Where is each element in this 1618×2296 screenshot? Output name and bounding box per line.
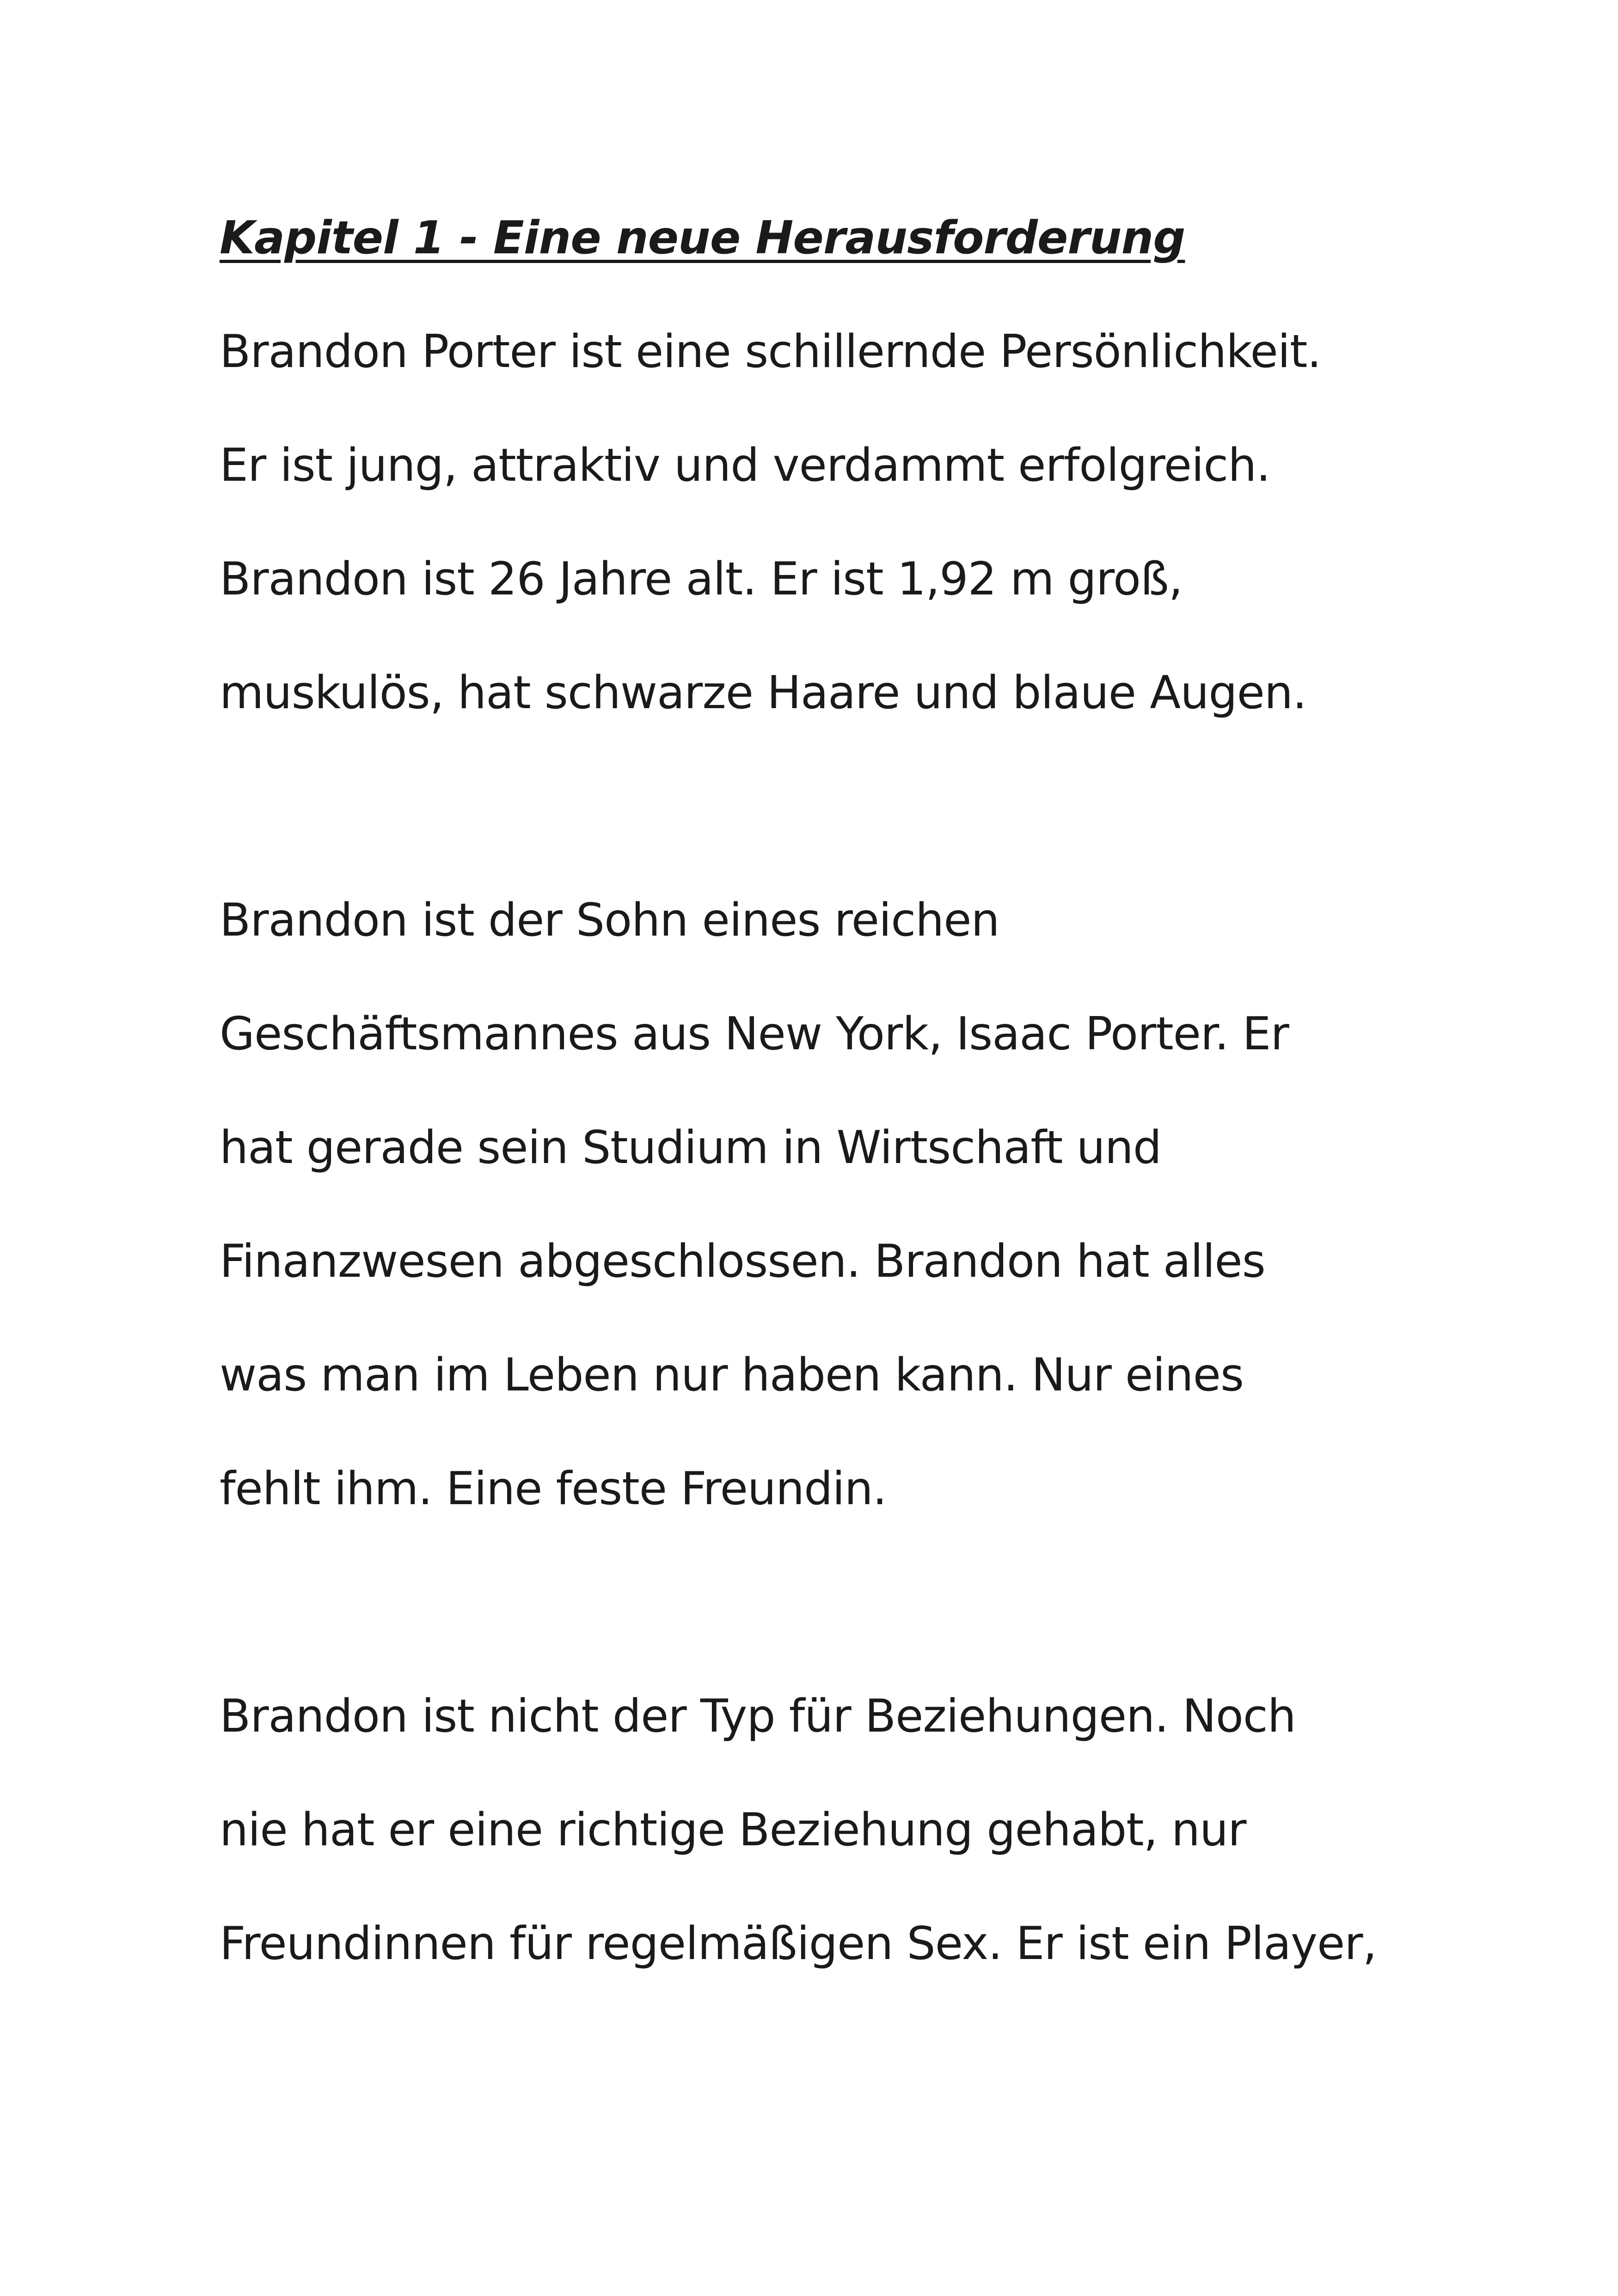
chapter-title: Kapitel 1 - Eine neue Herausforderung (220, 212, 1185, 264)
document-body (220, 208, 1468, 1974)
text-line: Er ist jung, attraktiv und verdammt erfolgreich. (220, 439, 1270, 492)
paragraph-3 (220, 1686, 1468, 1974)
text-line: Brandon ist der Sohn eines reichen (220, 894, 999, 947)
text-line: Brandon ist nicht der Typ für Beziehungen. Noch (220, 1690, 1296, 1743)
text-line: Brandon ist 26 Jahre alt. Er ist 1,92 m groß, (220, 553, 1183, 606)
text-line: muskulös, hat schwarze Haare und blaue Augen. (220, 667, 1307, 719)
text-line: fehlt ihm. Eine feste Freundin. (220, 1463, 887, 1515)
text-line: nie hat er eine richtige Beziehung gehabt, nur (220, 1804, 1246, 1856)
text-line: Brandon Porter ist eine schillernde Persönlichkeit. (220, 325, 1321, 378)
paragraph-1 (220, 322, 1468, 723)
text-line: Finanzwesen abgeschlossen. Brandon hat alles (220, 1235, 1265, 1288)
paragraph-2 (220, 890, 1468, 1519)
text-line: Geschäftsmannes aus New York, Isaac Porter. Er (220, 1008, 1289, 1060)
paragraph-spacer (220, 723, 1468, 837)
text-line: hat gerade sein Studium in Wirtschaft und (220, 1121, 1162, 1174)
paragraph-spacer (220, 1519, 1468, 1633)
text-line: Freundinnen für regelmäßigen Sex. Er ist ein Player, (220, 1917, 1377, 1970)
text-line: was man im Leben nur haben kann. Nur eines (220, 1349, 1244, 1402)
